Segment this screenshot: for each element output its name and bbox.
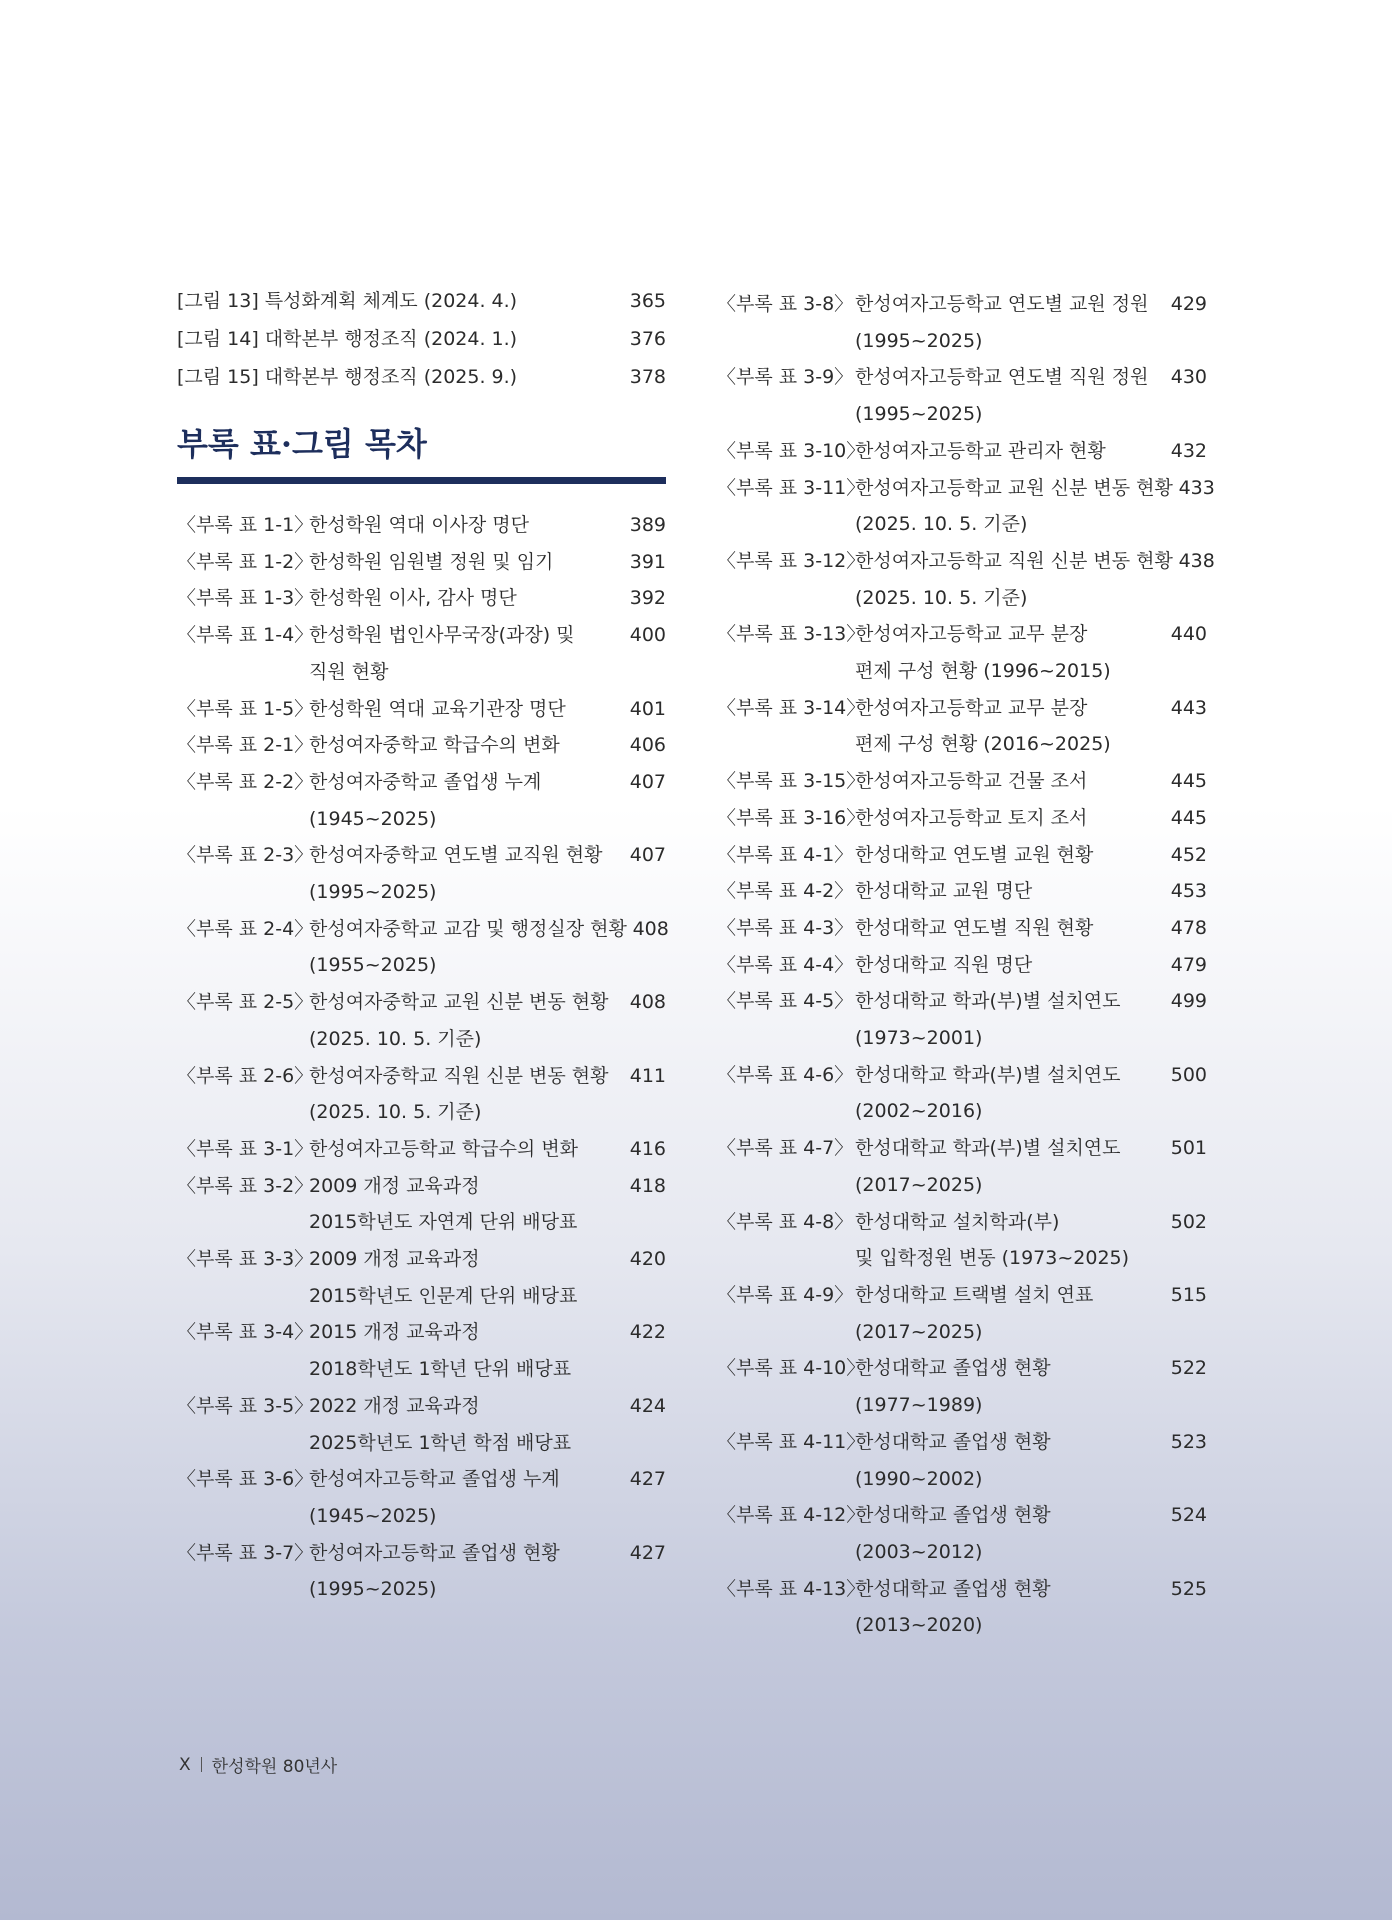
entry-description-line: (2017~2025) xyxy=(855,1320,983,1343)
entry-description-line: (1977~1989) xyxy=(855,1394,983,1417)
entry-description-line: 2022 개정 교육과정 xyxy=(309,1394,480,1417)
entry-label: 〈부록 표 1-1〉 xyxy=(177,514,314,536)
entry-description xyxy=(855,873,1165,910)
entry-description xyxy=(855,543,1173,616)
entry-page: 406 xyxy=(629,734,666,757)
entry-description-line: (1945~2025) xyxy=(309,807,437,830)
entry-description-line: 한성대학교 설치학과(부) xyxy=(855,1210,1060,1233)
entry-description xyxy=(855,359,1165,432)
entry-page: 422 xyxy=(629,1321,666,1344)
entry-description-line: 한성대학교 졸업생 현황 xyxy=(855,1504,1051,1527)
entry-label: 〈부록 표 4-5〉 xyxy=(717,990,854,1013)
appendix-table-entry xyxy=(177,1168,666,1241)
entry-description xyxy=(855,1350,1165,1423)
entry-label: 〈부록 표 3-5〉 xyxy=(177,1394,314,1417)
entry-label: 〈부록 표 4-10〉 xyxy=(717,1357,866,1380)
entry-description-line: (1995~2025) xyxy=(855,329,983,352)
entry-page: 407 xyxy=(629,770,666,793)
appendix-table-entry xyxy=(717,983,1207,1056)
entry-description-line: (1995~2025) xyxy=(855,403,983,426)
entry-description xyxy=(309,727,624,764)
entry-label: 〈부록 표 3-14〉 xyxy=(717,696,866,719)
entry-description-line: 한성학원 법인사무국장(과장) 및 xyxy=(309,624,575,647)
entry-description-line: 한성대학교 직원 명단 xyxy=(855,953,1033,976)
appendix-table-entry xyxy=(717,910,1207,947)
appendix-table-entry xyxy=(717,1204,1207,1277)
appendix-table-list-right xyxy=(717,286,1215,1644)
entry-description-line: 편제 구성 현황 (1996~2015) xyxy=(855,660,1111,683)
entry-page: 400 xyxy=(629,624,666,647)
entry-description-line: 한성여자중학교 직원 신분 변동 현황 xyxy=(309,1064,609,1087)
entry-label: 〈부록 표 4-8〉 xyxy=(717,1210,854,1233)
entry-label: 〈부록 표 1-4〉 xyxy=(177,624,314,647)
entry-label: 〈부록 표 4-4〉 xyxy=(717,953,854,976)
entry-description-line: 한성여자중학교 교원 신분 변동 현황 xyxy=(309,991,609,1014)
entry-page: 443 xyxy=(1170,696,1207,719)
entry-description xyxy=(309,764,624,837)
entry-label: 〈부록 표 3-3〉 xyxy=(177,1248,314,1271)
entry-page: 440 xyxy=(1170,623,1207,646)
entry-page: 515 xyxy=(1170,1283,1207,1306)
entry-description xyxy=(855,947,1165,984)
entry-description-line: 한성대학교 졸업생 현황 xyxy=(855,1430,1051,1453)
entry-page: 430 xyxy=(1170,366,1207,389)
entry-description xyxy=(309,507,624,544)
appendix-table-entry xyxy=(717,800,1207,837)
appendix-table-entry xyxy=(717,1057,1207,1130)
entry-description xyxy=(855,470,1173,543)
figure-entry-page: 376 xyxy=(629,328,666,350)
appendix-table-entry xyxy=(717,433,1207,470)
entry-description-line: 한성대학교 졸업생 현황 xyxy=(855,1357,1051,1380)
appendix-table-entry xyxy=(717,947,1207,984)
entry-label: 〈부록 표 3-1〉 xyxy=(177,1137,314,1160)
entry-label: 〈부록 표 1-3〉 xyxy=(177,587,314,610)
entry-page: 391 xyxy=(629,550,666,573)
entry-label: 〈부록 표 1-5〉 xyxy=(177,697,314,720)
entry-description xyxy=(855,1571,1165,1644)
figure-entry xyxy=(177,362,666,400)
entry-page: 416 xyxy=(629,1137,666,1160)
entry-page: 438 xyxy=(1178,549,1215,572)
entry-description xyxy=(855,1130,1165,1203)
entry-description xyxy=(855,800,1165,837)
entry-label: 〈부록 표 2-2〉 xyxy=(177,770,314,793)
entry-page: 401 xyxy=(629,697,666,720)
entry-description-line: 한성대학교 졸업생 현황 xyxy=(855,1577,1051,1600)
entry-description-line: (2025. 10. 5. 기준) xyxy=(309,1027,482,1050)
appendix-table-entry xyxy=(177,580,666,617)
toc-left-column xyxy=(177,286,669,1608)
entry-label: 〈부록 표 4-13〉 xyxy=(717,1577,866,1600)
entry-description-line: 2025학년도 1학년 학점 배당표 xyxy=(309,1431,572,1454)
appendix-table-entry xyxy=(177,727,666,764)
entry-description-line: 한성여자고등학교 교무 분장 xyxy=(855,623,1088,646)
entry-description xyxy=(309,544,624,581)
figure-entry-page: 378 xyxy=(629,366,666,388)
entry-description-line: 한성여자고등학교 학급수의 변화 xyxy=(309,1137,579,1160)
entry-description xyxy=(309,1314,624,1387)
appendix-table-entry xyxy=(177,1461,666,1534)
entry-description-line: 한성여자고등학교 관리자 현황 xyxy=(855,439,1106,462)
appendix-table-entry xyxy=(717,616,1207,689)
entry-label: 〈부록 표 3-11〉 xyxy=(717,476,866,499)
appendix-table-entry xyxy=(717,1277,1207,1350)
appendix-table-entry xyxy=(177,1314,666,1387)
entry-page: 433 xyxy=(1178,476,1215,499)
appendix-table-entry xyxy=(177,1131,666,1168)
appendix-table-entry xyxy=(717,763,1207,800)
entry-page: 445 xyxy=(1170,770,1207,793)
appendix-table-entry xyxy=(717,690,1207,763)
entry-description-line: (1955~2025) xyxy=(309,954,437,977)
figure-entry-title: [그림 14] 대학본부 행정조직 (2024. 1.) xyxy=(177,328,518,350)
appendix-table-entry xyxy=(177,1535,666,1608)
entry-description-line: 한성여자중학교 졸업생 누계 xyxy=(309,770,542,793)
entry-label: 〈부록 표 3-16〉 xyxy=(717,806,866,829)
entry-description-line: (2025. 10. 5. 기준) xyxy=(855,513,1028,536)
appendix-table-entry xyxy=(177,984,666,1057)
entry-description-line: 한성여자고등학교 건물 조서 xyxy=(855,770,1088,793)
entry-page: 424 xyxy=(629,1394,666,1417)
entry-description xyxy=(309,1388,624,1461)
appendix-table-entry xyxy=(717,359,1207,432)
entry-description-line: (1995~2025) xyxy=(309,1578,437,1601)
entry-label: 〈부록 표 3-13〉 xyxy=(717,623,866,646)
section-title-rule xyxy=(177,477,666,484)
appendix-table-entry xyxy=(717,543,1215,616)
figure-entry xyxy=(177,324,666,362)
entry-description xyxy=(855,1277,1165,1350)
entry-description-line: 2009 개정 교육과정 xyxy=(309,1174,480,1197)
entry-description-line: 한성여자중학교 연도별 교직원 현황 xyxy=(309,844,603,867)
entry-description-line: 한성대학교 학과(부)별 설치연도 xyxy=(855,990,1121,1013)
entry-label: 〈부록 표 2-5〉 xyxy=(177,991,314,1014)
appendix-table-entry xyxy=(177,1388,666,1461)
entry-description-line: 한성여자고등학교 졸업생 누계 xyxy=(309,1468,560,1491)
entry-description-line: (1990~2002) xyxy=(855,1467,983,1490)
entry-description-line: (2025. 10. 5. 기준) xyxy=(855,586,1028,609)
appendix-table-entry xyxy=(177,764,666,837)
entry-description xyxy=(309,984,624,1057)
entry-description-line: 한성여자고등학교 직원 신분 변동 현황 xyxy=(855,549,1173,572)
entry-description-line: 한성대학교 연도별 직원 현황 xyxy=(855,916,1094,939)
entry-page: 392 xyxy=(629,587,666,610)
entry-page: 452 xyxy=(1170,843,1207,866)
entry-label: 〈부록 표 2-4〉 xyxy=(177,917,314,940)
entry-description xyxy=(309,1168,624,1241)
footer-separator xyxy=(201,1757,202,1772)
entry-description-line: 한성여자고등학교 연도별 직원 정원 xyxy=(855,366,1149,389)
entry-description xyxy=(855,286,1165,359)
appendix-table-entry xyxy=(717,286,1207,359)
entry-page: 453 xyxy=(1170,880,1207,903)
entry-description xyxy=(309,1535,624,1608)
entry-page: 427 xyxy=(629,1541,666,1564)
entry-description xyxy=(309,1461,624,1534)
appendix-table-entry xyxy=(177,544,666,581)
entry-page: 429 xyxy=(1170,293,1207,315)
entry-description-line: (1945~2025) xyxy=(309,1504,437,1527)
appendix-table-entry xyxy=(717,1571,1207,1644)
entry-description-line: 2015 개정 교육과정 xyxy=(309,1321,480,1344)
entry-label: 〈부록 표 4-6〉 xyxy=(717,1063,854,1086)
entry-description-line: 한성여자고등학교 연도별 교원 정원 xyxy=(855,293,1149,315)
page-number: X xyxy=(179,1754,191,1775)
entry-label: 〈부록 표 3-6〉 xyxy=(177,1468,314,1491)
entry-page: 522 xyxy=(1170,1357,1207,1380)
entry-page: 427 xyxy=(629,1468,666,1491)
entry-page: 432 xyxy=(1170,439,1207,462)
entry-label: 〈부록 표 4-2〉 xyxy=(717,880,854,903)
entry-description xyxy=(309,1241,624,1314)
entry-page: 523 xyxy=(1170,1430,1207,1453)
entry-description-line: 한성학원 역대 이사장 명단 xyxy=(309,514,530,536)
entry-description-line: 한성학원 이사, 감사 명단 xyxy=(309,587,517,610)
entry-page: 499 xyxy=(1170,990,1207,1013)
entry-description xyxy=(309,1131,624,1168)
appendix-table-entry xyxy=(177,1241,666,1314)
entry-description xyxy=(309,580,624,617)
figure-entry xyxy=(177,286,666,324)
entry-description xyxy=(309,691,624,728)
entry-description-line: (2002~2016) xyxy=(855,1100,983,1123)
figure-entry-title: [그림 13] 특성화계획 체계도 (2024. 4.) xyxy=(177,290,518,312)
entry-description-line: 한성대학교 학과(부)별 설치연도 xyxy=(855,1063,1121,1086)
toc-right-column xyxy=(717,286,1215,1644)
appendix-table-list-left xyxy=(177,507,669,1608)
figure-entry-title: [그림 15] 대학본부 행정조직 (2025. 9.) xyxy=(177,366,518,388)
figure-entry-page: 365 xyxy=(629,290,666,312)
entry-page: 418 xyxy=(629,1174,666,1197)
entry-description xyxy=(309,1058,624,1131)
entry-description xyxy=(855,983,1165,1056)
entry-label: 〈부록 표 2-1〉 xyxy=(177,734,314,757)
entry-page: 478 xyxy=(1170,916,1207,939)
entry-page: 524 xyxy=(1170,1504,1207,1527)
entry-page: 501 xyxy=(1170,1137,1207,1160)
entry-description-line: 한성대학교 학과(부)별 설치연도 xyxy=(855,1137,1121,1160)
entry-label: 〈부록 표 3-4〉 xyxy=(177,1321,314,1344)
appendix-table-entry xyxy=(177,837,666,910)
appendix-table-entry xyxy=(717,1130,1207,1203)
entry-label: 〈부록 표 4-11〉 xyxy=(717,1430,866,1453)
entry-description-line: (2003~2012) xyxy=(855,1540,983,1563)
figure-list xyxy=(177,286,666,400)
entry-page: 420 xyxy=(629,1248,666,1271)
entry-page: 525 xyxy=(1170,1577,1207,1600)
entry-description-line: 한성여자중학교 학급수의 변화 xyxy=(309,734,560,757)
entry-page: 407 xyxy=(629,844,666,867)
entry-description xyxy=(309,911,627,984)
entry-page: 500 xyxy=(1170,1063,1207,1086)
entry-description-line: 편제 구성 현황 (2016~2025) xyxy=(855,733,1111,756)
appendix-table-entry xyxy=(177,1058,666,1131)
appendix-table-entry xyxy=(177,617,666,690)
entry-description xyxy=(309,837,624,910)
entry-page: 408 xyxy=(632,917,669,940)
entry-description xyxy=(855,1204,1165,1277)
section-title: 부록 표·그림 목차 xyxy=(177,425,427,463)
entry-description xyxy=(855,616,1165,689)
entry-description xyxy=(309,617,624,690)
entry-description-line: (2017~2025) xyxy=(855,1173,983,1196)
entry-description-line: 한성여자고등학교 토지 조서 xyxy=(855,806,1088,829)
entry-description xyxy=(855,1424,1165,1497)
appendix-table-entry xyxy=(717,470,1215,543)
entry-description-line: 한성대학교 연도별 교원 현황 xyxy=(855,843,1094,866)
entry-label: 〈부록 표 4-12〉 xyxy=(717,1504,866,1527)
entry-description-line: 2015학년도 자연계 단위 배당표 xyxy=(309,1211,578,1234)
entry-description xyxy=(855,433,1165,470)
entry-description xyxy=(855,910,1165,947)
appendix-table-entry xyxy=(717,1350,1207,1423)
entry-page: 479 xyxy=(1170,953,1207,976)
appendix-table-entry xyxy=(717,837,1207,874)
appendix-table-entry xyxy=(717,1424,1207,1497)
entry-page: 411 xyxy=(629,1064,666,1087)
entry-description-line: 한성대학교 트랙별 설치 연표 xyxy=(855,1283,1094,1306)
entry-description-line: 한성여자고등학교 교무 분장 xyxy=(855,696,1088,719)
entry-label: 〈부록 표 2-6〉 xyxy=(177,1064,314,1087)
entry-description-line: 2009 개정 교육과정 xyxy=(309,1248,480,1271)
entry-label: 〈부록 표 3-7〉 xyxy=(177,1541,314,1564)
entry-label: 〈부록 표 1-2〉 xyxy=(177,550,314,573)
entry-description xyxy=(855,1497,1165,1570)
entry-page: 408 xyxy=(629,991,666,1014)
entry-description-line: 한성대학교 교원 명단 xyxy=(855,880,1033,903)
entry-description-line: 한성학원 임원별 정원 및 임기 xyxy=(309,550,554,573)
entry-label: 〈부록 표 4-3〉 xyxy=(717,916,854,939)
entry-description-line: (2025. 10. 5. 기준) xyxy=(309,1101,482,1124)
appendix-table-entry xyxy=(717,873,1207,910)
entry-description-line: (1973~2001) xyxy=(855,1027,983,1050)
entry-description-line: 직원 현황 xyxy=(309,660,389,683)
entry-description-line: 및 입학정원 변동 (1973~2025) xyxy=(855,1247,1130,1270)
appendix-table-entry xyxy=(717,1497,1207,1570)
entry-label: 〈부록 표 4-7〉 xyxy=(717,1137,854,1160)
entry-description-line: 2015학년도 인문계 단위 배당표 xyxy=(309,1284,578,1307)
entry-description xyxy=(855,763,1165,800)
entry-label: 〈부록 표 3-10〉 xyxy=(717,439,866,462)
entry-page: 502 xyxy=(1170,1210,1207,1233)
entry-description xyxy=(855,837,1165,874)
entry-page: 445 xyxy=(1170,806,1207,829)
book-title: 한성학원 80년사 xyxy=(211,1757,338,1777)
appendix-table-entry xyxy=(177,691,666,728)
entry-description xyxy=(855,690,1165,763)
entry-label: 〈부록 표 3-2〉 xyxy=(177,1174,314,1197)
entry-label: 〈부록 표 3-9〉 xyxy=(717,366,854,389)
entry-label: 〈부록 표 3-15〉 xyxy=(717,770,866,793)
entry-label: 〈부록 표 4-1〉 xyxy=(717,843,854,866)
appendix-table-entry xyxy=(177,507,666,544)
entry-description-line: 한성여자고등학교 교원 신분 변동 현황 xyxy=(855,476,1173,499)
entry-description-line: 한성여자중학교 교감 및 행정실장 현황 xyxy=(309,917,627,940)
entry-description xyxy=(855,1057,1165,1130)
entry-description-line: 한성학원 역대 교육기관장 명단 xyxy=(309,697,566,720)
entry-label: 〈부록 표 3-8〉 xyxy=(717,293,854,315)
appendix-table-entry xyxy=(177,911,669,984)
entry-label: 〈부록 표 4-9〉 xyxy=(717,1283,854,1306)
entry-description-line: 한성여자고등학교 졸업생 현황 xyxy=(309,1541,560,1564)
entry-description-line: (2013~2020) xyxy=(855,1614,983,1637)
entry-description-line: 2018학년도 1학년 단위 배당표 xyxy=(309,1358,572,1381)
entry-label: 〈부록 표 3-12〉 xyxy=(717,549,866,572)
page-footer xyxy=(179,1752,337,1777)
entry-page: 389 xyxy=(629,514,666,536)
entry-label: 〈부록 표 2-3〉 xyxy=(177,844,314,867)
entry-description-line: (1995~2025) xyxy=(309,881,437,904)
